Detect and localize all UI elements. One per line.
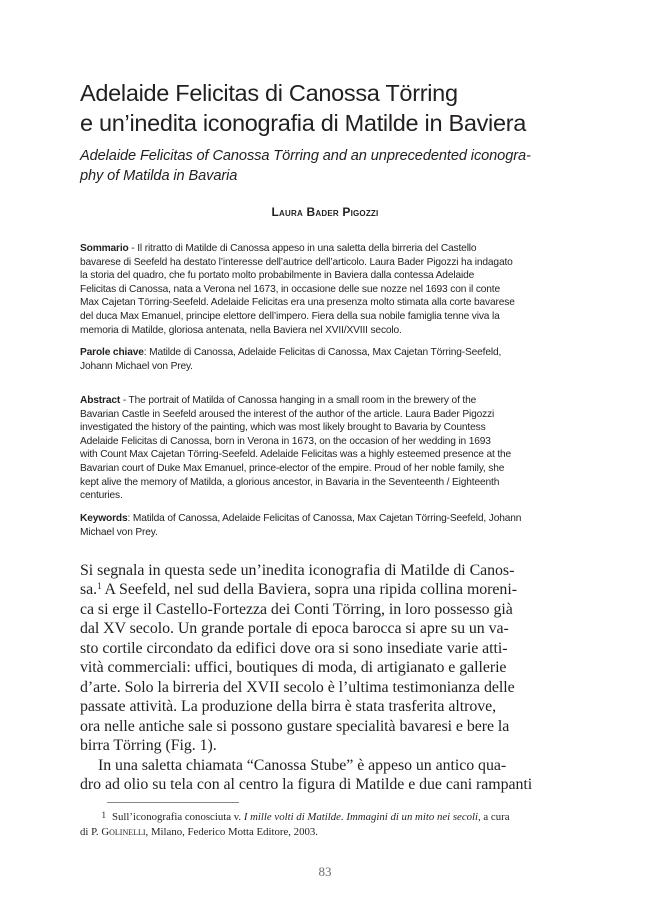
body-line: sto cortile circondato da edifici dove ora si sono insediate varie atti- (80, 639, 508, 657)
sommario-line: memoria di Matilde, gloriosa antenata, nella Baviera nel XVII/XVIII secolo. (80, 324, 402, 336)
abstract-line: Adelaide Felicitas di Canossa, born in Verona in 1673, on the occasion of her wedding in 1693 (80, 435, 491, 447)
body-line: Si segnala in questa sede un’inedita iconografia di Matilde di Canos- (80, 562, 515, 579)
body-line (80, 580, 584, 599)
parole-chiave-line: Johann Michael von Prey. (80, 360, 193, 372)
parole-chiave-label: Parole chiave (80, 347, 144, 358)
keywords-line: Michael von Prey. (80, 526, 158, 538)
footnote-text: Sull’iconografia conosciuta v. (112, 811, 244, 823)
footnote-editor: Golinelli (101, 826, 146, 838)
footnote-number: 1 (101, 810, 106, 820)
sommario-line: Felicitas di Canossa, nata a Verona nel 1673, in occasione delle sue nozze nel 1693 con il conte (80, 283, 500, 295)
abstract-line: Bavarian court of Duke Max Emanuel, prince-elector of the empire. Proud of her noble family, she (80, 462, 505, 474)
sommario-text: - Il ritratto di Matilde di Canossa appeso in una saletta della birreria del Castello (128, 243, 477, 254)
keywords-line (80, 512, 582, 526)
sommario-line: la storia del quadro, che fu portato molto probabilmente in Baviera dalla contessa Adelaide (80, 270, 475, 282)
body-line: passate attività. La produzione della birra è stata trasferita altrove, (80, 698, 497, 716)
body-line: ora nelle antiche sale si possono gustare specialità bavaresi e bere la (80, 717, 510, 735)
footnote-line (80, 825, 584, 840)
footnote-text: , Milano, Federico Motta Editore, 2003. (145, 826, 318, 838)
title-line: e un’inedita iconografia di Matilde in Baviera (80, 110, 527, 136)
sommario-line: del duca Max Emanuel, principe elettore dell’impero. Fiera della sua nobile famiglia tenne viva la (80, 310, 500, 322)
abstract-line: Bavarian Castle in Seefeld aroused the interest of the author of the article. Laura Bader Pigozzi (80, 408, 495, 420)
body-line: In una saletta chiamata “Canossa Stube” è appeso un antico qua- (98, 756, 507, 774)
sommario-label: Sommario (80, 243, 129, 254)
parole-chiave-block (80, 346, 582, 373)
sommario-line: bavarese di Seefeld ha destato l’interesse dell’autrice dell’articolo. Laura Bader Pigozzi ha indagato (80, 256, 513, 268)
body-line: ca si erge il Castello-Fortezza dei Conti Törring, in loro possesso già (80, 600, 513, 618)
title-line: Adelaide Felicitas di Canossa Törring (80, 80, 458, 106)
abstract-line: with Count Max Cajetan Törring-Seefeld. Adelaide Felicitas was a highly esteemed presence at the (80, 449, 512, 461)
body-line: vità commerciali: uffici, boutiques di moda, di artigianato e gallerie (80, 659, 507, 677)
footnote-divider (107, 802, 239, 803)
footnote-book-title: I mille volti di Matilde. Immagini di un mito nei secoli (243, 811, 479, 823)
body-text-segment: sa. (80, 581, 98, 599)
body-text (80, 561, 584, 794)
abstract-line: centuries. (80, 490, 123, 502)
footnote (80, 808, 584, 840)
abstract-line (80, 394, 582, 408)
author-name: Laura Bader Pigozzi (271, 205, 379, 219)
abstract-line: investigated the history of the painting, which was most likely brought to Bavaria by Countess (80, 422, 486, 434)
abstract-line: kept alive the memory of Matilda, a glorious ancestor, in Bavaria in the Seventeenth / Eighteenth (80, 476, 500, 488)
sommario-line (80, 242, 582, 256)
body-text-segment: A Seefeld, nel sud della Baviera, sopra una ripida collina moreni- (101, 581, 517, 599)
abstract-label: Abstract (80, 395, 121, 406)
sommario-line: Max Cajetan Törring-Seefeld. Adelaide Felicitas era una presenza molto stimata alla corte bavarese (80, 297, 515, 309)
abstract-text: - The portrait of Matilda of Canossa hanging in a small room in the brewery of the (120, 395, 477, 406)
body-line: dro ad olio su tela con al centro la figura di Matilde e due cani rampanti (80, 775, 533, 793)
sommario-block (80, 242, 582, 337)
article-subtitle (80, 146, 600, 186)
footnote-text: di P. (80, 826, 102, 838)
body-line: d’arte. Solo la birreria del XVII secolo è l’ultima testimonianza delle (80, 678, 515, 696)
body-line: birra Törring (Fig. 1). (80, 737, 217, 755)
article-title (80, 78, 600, 138)
parole-chiave-line (80, 346, 582, 360)
parole-chiave-text: : Matilde di Canossa, Adelaide Felicitas di Canossa, Max Cajetan Törring-Seefeld, (143, 347, 502, 358)
footnote-line (80, 808, 584, 825)
body-line: dal XV secolo. Un grande portale di epoca barocca si apre su un va- (80, 620, 509, 638)
subtitle-line: Adelaide Felicitas of Canossa Törring and an unprecedented iconogra- (80, 148, 531, 164)
keywords-text: : Matilda of Canossa, Adelaide Felicitas of Canossa, Max Cajetan Törring-Seefeld, Johann (127, 513, 522, 524)
keywords-block (80, 512, 582, 539)
abstract-block (80, 394, 582, 503)
page-number: 83 (318, 864, 332, 879)
footnote-reference[interactable]: 1 (97, 581, 102, 592)
footnote-text: , a cura (478, 811, 510, 823)
keywords-label: Keywords (80, 513, 128, 524)
subtitle-line: phy of Matilda in Bavaria (80, 168, 238, 184)
